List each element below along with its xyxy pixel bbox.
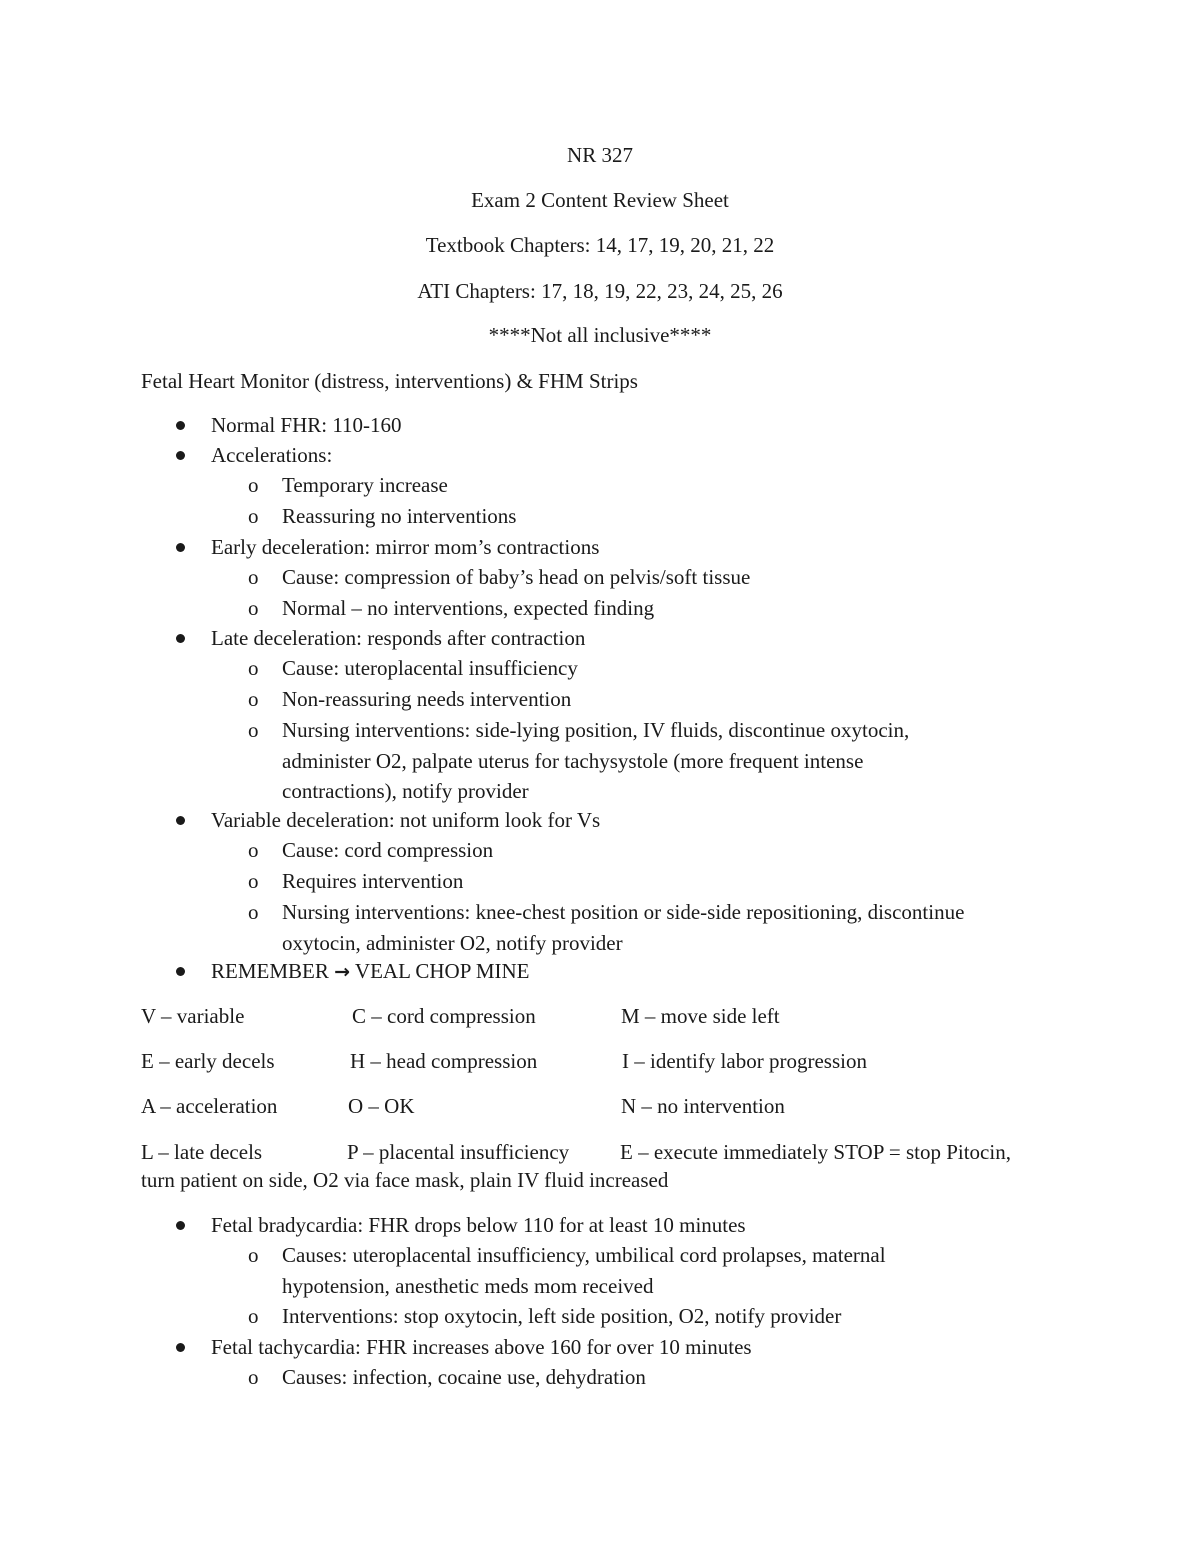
sub-list-item-continued: hypotension, anesthetic meds mom received [282,1274,654,1298]
mnemonic-cell: E – execute immediately STOP = stop Pitocin, [620,1140,1011,1164]
sub-bullet-icon: o [248,565,259,589]
sub-bullet-icon: o [248,473,259,497]
sub-bullet-icon: o [248,656,259,680]
list-item [211,959,530,984]
ati-chapters: ATI Chapters: 17, 18, 19, 22, 23, 24, 25, 26 [417,279,783,303]
sub-bullet-icon: o [248,504,259,528]
document-title: Exam 2 Content Review Sheet [471,188,729,212]
section-heading: Fetal Heart Monitor (distress, interventions) & FHM Strips [141,369,638,393]
sub-bullet-icon: o [248,1243,259,1267]
mnemonic-cell: P – placental insufficiency [347,1140,570,1164]
mnemonic-continuation: turn patient on side, O2 via face mask, plain IV fluid increased [141,1168,669,1192]
sub-list-item: Cause: cord compression [282,838,494,862]
sub-bullet-icon: o [248,718,259,742]
bullet-icon [176,1221,185,1230]
remember-label: REMEMBER [211,959,329,983]
mnemonic-cell: H – head compression [350,1049,538,1073]
list-item: Normal FHR: 110-160 [211,413,402,437]
mnemonic-cell: L – late decels [141,1140,263,1164]
mnemonic-cell: A – acceleration [141,1094,278,1118]
mnemonic-cell: V – variable [141,1004,245,1028]
mnemonic-cell: E – early decels [141,1049,275,1073]
mnemonic-label: VEAL CHOP MINE [354,959,530,983]
sub-list-item: Normal – no interventions, expected finding [282,596,655,620]
list-item: Variable deceleration: not uniform look for Vs [211,808,601,832]
bullet-icon [176,634,185,643]
sub-list-item: Cause: compression of baby’s head on pelvis/soft tissue [282,565,751,589]
bullet-icon [176,967,185,976]
sub-list-item: Requires intervention [282,869,464,893]
sub-list-item-continued: oxytocin, administer O2, notify provider [282,931,623,955]
sub-list-item-continued: contractions), notify provider [282,779,529,803]
bullet-icon [176,816,185,825]
list-item: Fetal bradycardia: FHR drops below 110 for at least 10 minutes [211,1213,746,1237]
mnemonic-cell: O – OK [348,1094,415,1118]
list-item: Early deceleration: mirror mom’s contractions [211,535,600,559]
sub-list-item: Reassuring no interventions [282,504,517,528]
sub-bullet-icon: o [248,900,259,924]
list-item: Late deceleration: responds after contraction [211,626,586,650]
list-item: Accelerations: [211,443,333,467]
course-code: NR 327 [567,143,633,167]
bullet-icon [176,1343,185,1352]
sub-list-item: Interventions: stop oxytocin, left side position, O2, notify provider [282,1304,842,1328]
bullet-icon [176,543,185,552]
mnemonic-cell: N – no intervention [621,1094,785,1118]
sub-bullet-icon: o [248,838,259,862]
sub-list-item: Nursing interventions: side-lying position, IV fluids, discontinue oxytocin, [282,718,910,742]
sub-list-item: Cause: uteroplacental insufficiency [282,656,578,680]
mnemonic-cell: C – cord compression [352,1004,536,1028]
sub-list-item: Causes: uteroplacental insufficiency, umbilical cord prolapses, maternal [282,1243,886,1267]
sub-bullet-icon: o [248,869,259,893]
sub-bullet-icon: o [248,596,259,620]
sub-bullet-icon: o [248,1365,259,1389]
sub-bullet-icon: o [248,687,259,711]
sub-list-item: Non-reassuring needs intervention [282,687,572,711]
list-item: Fetal tachycardia: FHR increases above 160 for over 10 minutes [211,1335,752,1359]
bullet-icon [176,451,185,460]
textbook-chapters: Textbook Chapters: 14, 17, 19, 20, 21, 22 [425,233,775,257]
mnemonic-cell: M – move side left [621,1004,780,1028]
sub-list-item: Temporary increase [282,473,448,497]
bullet-icon [176,421,185,430]
sub-list-item-continued: administer O2, palpate uterus for tachysystole (more frequent intense [282,749,864,773]
inclusive-note: ****Not all inclusive**** [488,323,712,347]
sub-list-item: Nursing interventions: knee-chest position or side-side repositioning, discontinue [282,900,965,924]
sub-bullet-icon: o [248,1304,259,1328]
sub-list-item: Causes: infection, cocaine use, dehydration [282,1365,646,1389]
arrow-right-icon: → [334,961,351,983]
mnemonic-cell: I – identify labor progression [622,1049,867,1073]
